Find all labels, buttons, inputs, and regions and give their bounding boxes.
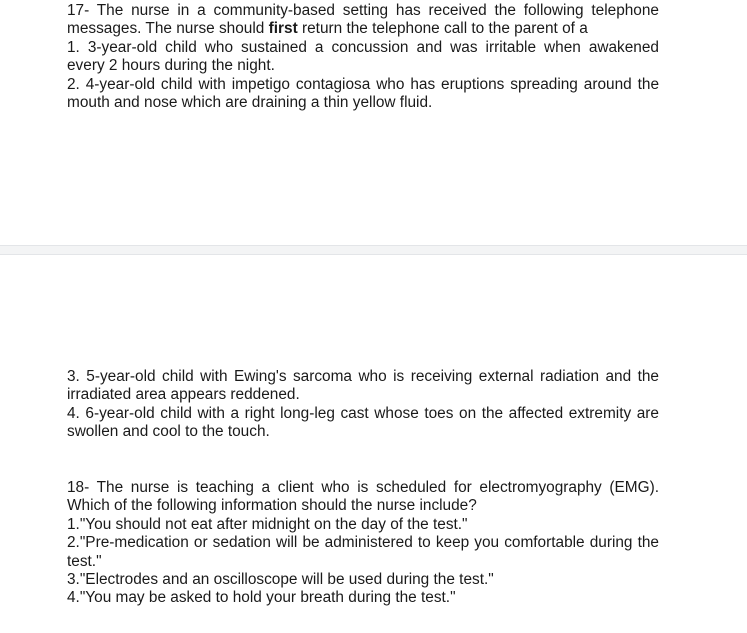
question-17-stem-text-end: return the telephone call to the parent of a xyxy=(297,20,588,38)
question-18-option-1: 1."You should not eat after midnight on the day of the test." xyxy=(67,515,468,533)
question-17-option-1: 1. 3-year-old child who sustained a concussion and was irritable when awakened every 2 hours during the night. xyxy=(67,38,659,75)
question-17 xyxy=(67,2,659,112)
question-17-stem-text: 17- The nurse in a community-based setting has received the following telephone messages. The nurse should xyxy=(67,2,659,38)
question-17-stem xyxy=(67,2,659,39)
document-page-2 xyxy=(0,255,747,633)
question-18-stem: 18- The nurse is teaching a client who is scheduled for electromyography (EMG). Which of the following information should the nurse include? xyxy=(67,479,659,515)
question-17-stem-emphasis: first xyxy=(268,20,298,38)
question-18-option-4: 4."You may be asked to hold your breath during the test." xyxy=(67,589,456,607)
question-17-continued xyxy=(67,368,659,442)
question-18-option-2: 2."Pre-medication or sedation will be administered to keep you comfortable during the test." xyxy=(67,534,659,570)
question-17-option-3: 3. 5-year-old child with Ewing's sarcoma who is receiving external radiation and the irradiated area appears reddened. xyxy=(67,368,659,404)
document-page-1 xyxy=(0,0,747,245)
question-18-option-3: 3."Electrodes and an oscilloscope will be used during the test." xyxy=(67,571,494,589)
question-17-option-2: 2. 4-year-old child with impetigo contagiosa who has eruptions spreading around the mouth and nose which are draining a thin yellow fluid. xyxy=(67,75,659,112)
question-18 xyxy=(67,479,659,608)
question-17-option-4: 4. 6-year-old child with a right long-leg cast whose toes on the affected extremity are swollen and cool to the touch. xyxy=(67,404,659,441)
page-break-divider xyxy=(0,245,747,255)
